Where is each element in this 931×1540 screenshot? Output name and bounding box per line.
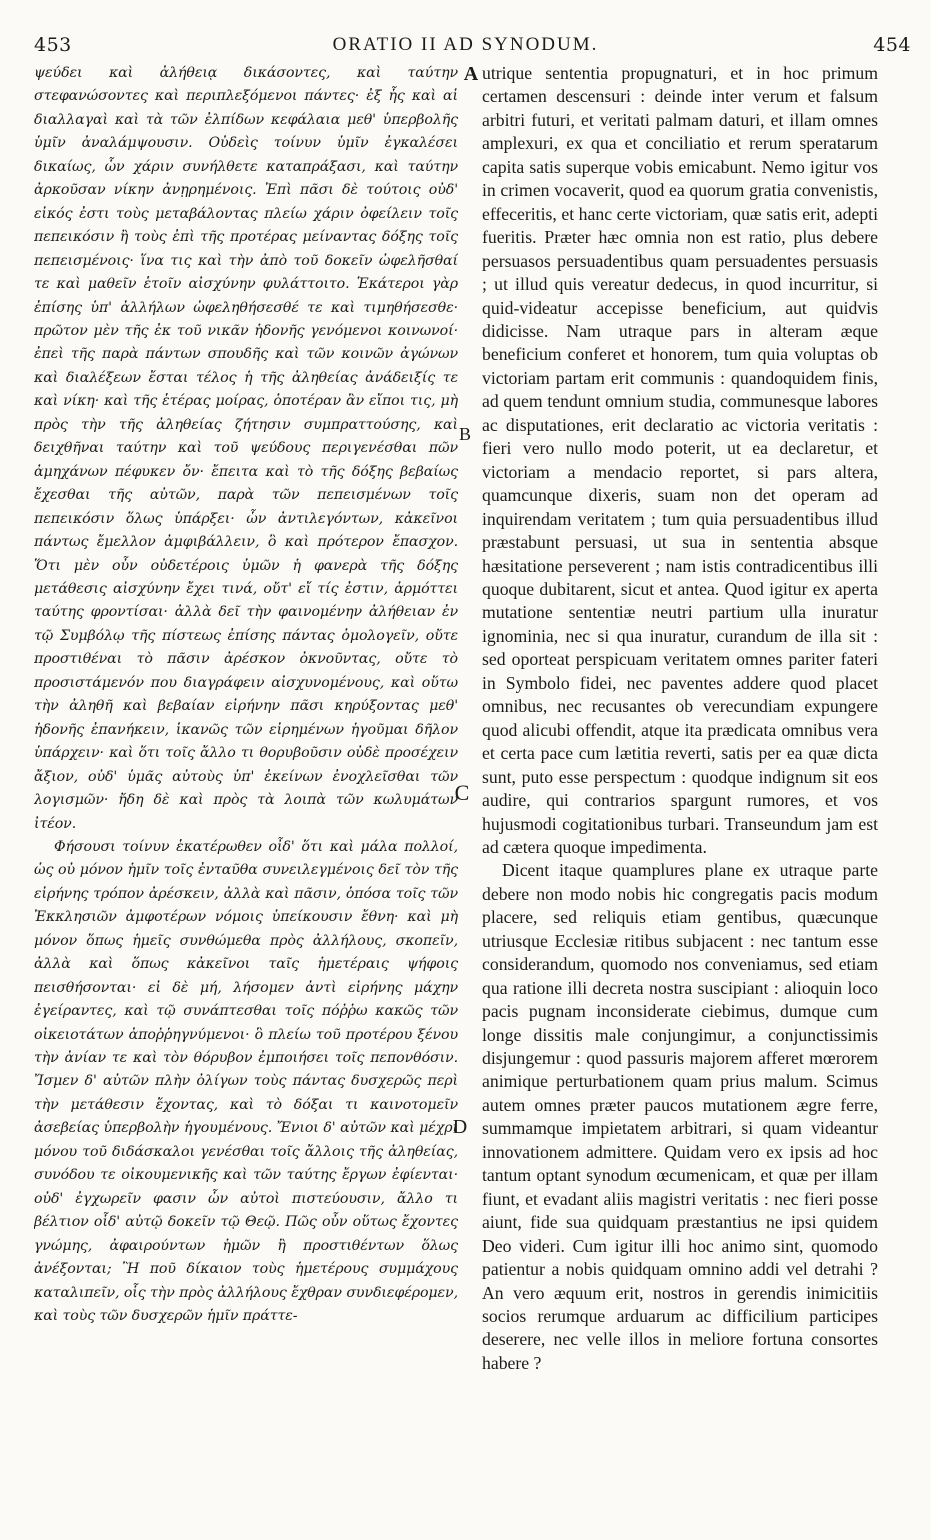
page-number-left: 453	[34, 34, 72, 56]
greek-paragraph-1: ψεύδει καὶ ἀλήθειᾳ δικάσοντες, καὶ ταύτην στεφανώσοντες καὶ περιπλεξόμενοι πάντες· ἐξ ἧς καὶ αἱ διαλλαγαὶ καὶ τὰ τῶν ἐλπίδων κεφάλαια μεθ' ὑπερβολῆς ὑμῖν ἀναλάμψουσιν. Οὐδεὶς τοίνυν ὑμῖν ἐγκαλέσει δικαίως, ὧν χάριν συνήλθετε καταπράξασι, καὶ ταύτην ἀρκοῦσαν νίκην ἀνῃρημένοις. Ἐπὶ πᾶσι δὲ τούτοις οὐδ' εἰκός ἐστι τοὺς μεταβάλοντας πλείω χάριν ὀφείλειν τοῖς πεπεικόσιν ἢ τοὺς ἐπὶ τῆς προτέρας μείναντας δόξης τοῖς πεπεισμένοις· ἵνα τις καὶ τὴν ἀπὸ τοῦ δοκεῖν ὠφελῆσθαί τε καὶ μαθεῖν ἑτοῖν αἰσχύνην φυλάττοιτο. Ἑκάτεροι γὰρ ἐπίσης ὑπ' ἀλλήλων ὠφεληθήσεσθέ τε καὶ τιμηθήσεσθε· πρῶτον μὲν τῆς ἐκ τοῦ νικᾶν ἡδονῆς γενόμενοι κοινωνοί· ἐπεὶ τῆς παρὰ πάντων σπουδῆς καὶ τῶν κοινῶν ἀγώνων καὶ διαλέξεων ἔσται τέλος ἡ τῆς ἀληθείας ἀνάδειξίς τε καὶ νίκη· καὶ τῆς ἑτέρας μοίρας, ὁποτέραν ἂν εἴποι τις, μὴ πρὸς τὴν τῆς ἀληθείας ζήτησιν συμπραττούσης, καὶ δειχθῆναι ταύτην καὶ τοῦ ψεύδους περιγενέσθαι πῶν ἀμηχάνων πέφυκεν ὄν· ἔπειτα καὶ τὸ τῆς δόξης βεβαίως ἔχεσθαι τῆς αὐτῶν, παρὰ τῶν πεπεισμένων τοῖς πεπεικόσιν ὅλως ὑπάρξει· ὧν ἀντιλεγόντων, κἀκεῖνοι πάντως ἔμελλον ἀμφιβάλλειν, ὃ καὶ πρότερον ἔπασχον. Ὅτι μὲν οὖν οὐδετέροις ὑμῶν ἡ φανερὰ τῆς δόξης μετάθεσις αἰσχύνην ἔχει τινά, οὔτ' εἴ τίς ἐστιν, ἁρμόττει ταύτης φροντίσαι· ἀλλὰ δεῖ τὴν φαινομένην ἀλήθειαν ἐν τῷ Συμβόλῳ τῆς πίστεως ἐπίσης πάντας ὁμολογεῖν, οὔτε προστιθέναι τὸ πᾶσιν ἀρέσκον ὀκνοῦντας, οὔτε τὸ προσιστάμενόν που διαγράφειν αἰσχυνομένους, καὶ οὕτω τὴν ἀληθῆ καὶ βεβαίαν εἰρήνην πᾶσι κηρύξοντας μεθ' ἡδονῆς ἐπανήκειν, ἱκανῶς τῶν εἰρημένων ἡγοῦμαι δῆλον ὑπάρχειν· καὶ ὅτι τοῖς ἄλλο τι θορυβοῦσιν οὐδὲ προσέχειν ἄξιον, οὐδ' ὑμᾶς αὐτοὺς ὑπ' ἐκείνων ἐνοχλεῖσθαι τῶν λογισμῶν· ἤδη δὲ καὶ πρὸς τὰ λοιπὰ τῶν κωλυμάτων ἰτέον.	[34, 65, 458, 832]
page-number-right: 454	[873, 34, 911, 56]
greek-paragraph-2: Φήσουσι τοίνυν ἑκατέρωθεν οἶδ' ὅτι καὶ μάλα πολλοί, ὡς οὐ μόνον ἡμῖν τοῖς ἐνταῦθα συνειλεγμένοις δεῖ τὸν τῆς εἰρήνης τρόπον ἀρέσκειν, ἀλλὰ καὶ πᾶσιν, ὁπόσα τοῖς τῶν Ἐκκλησιῶν ἀμφοτέρων νόμοις ὑπείκουσιν ἔθνη· καὶ μὴ μόνον ὅπως ἡμεῖς συνθώμεθα πρὸς ἀλλήλους, σκοπεῖν, ἀλλὰ καὶ ὅπως κἀκεῖνοι ταῖς ἡμετέραις ψήφοις πεισθήσονται· εἰ δὲ μή, λήσομεν ἀντὶ εἰρήνης μάχην ἐγείραντες, καὶ τῷ συνάπτεσθαι τοῖς πόῤῥω κακῶς τῶν οἰκειοτάτων ἀποῤῥηγνύμενοι· ὃ πλείω τοῦ προτέρου ξένου τὴν ἀνίαν τε καὶ τὸν θόρυβον ἐμποιήσει τοῖς πεπονθόσιν. Ἴσμεν δ' αὐτῶν πλὴν ὀλίγων τοὺς πάντας δυσχερῶς περὶ τὴν μετάθεσιν ἔχοντας, καὶ τὸ δόξαι τι καινοτομεῖν ἀσεβείας ὑπερβολὴν ἡγουμένους. Ἔνιοι δ' αὐτῶν καὶ μέχρι μόνου τοῦ διδάσκαλοι γενέσθαι τοῖς ἄλλοις τῆς ἀληθείας, συνόδου τε οἰκουμενικῆς καὶ τῶν ταύτης ἔργων ἐφίενται· οὐδ' ἐγχωρεῖν φασιν ὧν αὐτοὶ πιστεύουσιν, ἄλλο τι βέλτιον οἷδ' αὐτῷ δοκεῖν τῷ Θεῷ. Πῶς οὖν οὕτως ἔχοντες γνώμης, ἀφαιρούντων ἡμῶν ἢ προστιθέντων ὅλως ἀνέξονται; Ἢ ποῦ δίκαιον τοὺς ἡμετέρους συμμάχους καταλιπεῖν, οἷς τὴν πρὸς ἀλλήλους ἔχθραν συνδιεφέρομεν, καὶ τοὺς τῶν δυσχερῶν ἡμῖν πράττε-	[34, 838, 458, 1325]
latin-paragraph-1: utrique sententia propugnaturi, et in hoc primum certamen descensuri : deinde inter verum et falsum arbitri futuri, et veritati palmam daturi, et illam omnes amplexuri, ex qua et conciliatio et rerum speratarum capita satis superque vobis emicabunt. Nemo igitur vos in crimen vocaverit, quod ea quorum gratia convenistis, effeceritis, et hanc certe victoriam, quæ satis erit, adepti fueritis. Præter hæc omnia non est ratio, plus debere persuasos persuadentibus quam persuadentes persuasis ; ut illud quis vereatur dedecus, in quod incurritur, si quid-videatur accepisse beneficium, aut quidvis didicisse. Nam utraque pars in alteram æque beneficium conferet et honorem, tum quia voluptas ob victoriam partam erit communis : quandoquidem finis, ad quem tendunt omnium studia, communesque labores ac disputationes, erit declaratio ac victoria veritatis : fieri vero nullo modo poterit, ut ea declaretur, et victoriam a mendacio reportet, si pars altera, quamcunque dixeris, suam non det operam ad inquirendam veritatem ; tum quia persuadentibus illud præstabunt persuasi, ut sua in sententia absque hæsitatione perseverent ; nam istis contradicentibus illi quoque dubitarent, sicut et antea. Quod igitur ex aperta mutatione sententiæ neutri partium ulla inuratur ignominia, nec si qua inuratur, curandum de illa sit : sed oporteat perspicuam veritatem omnes pariter fateri in Symbolo fidei, nec paventes addere quod placet omnibus, nec recusantes ob verecundiam expungere quod alicubi offendit, atque ita prædicata omnibus vera et certa pace cum lætitia reverti, satis per ea quæ dicta sunt, puto esse perspectum : quodque indignum sit eos audire, qui contrarios spargunt rumores, et vos hujusmodi cogitationibus turbari. Transeundum jam est ad cætera quoque impedimenta.	[482, 63, 878, 857]
margin-letter-b: B	[458, 424, 471, 444]
latin-paragraph-2: Dicent itaque quamplures plane ex utraque parte debere non modo nobis hic congregatis pacis modum placere, sed reliquis etiam gentibus, quæcunque utriusque Ecclesiæ ritibus subjacent : nec tantum esse considerandum, quomodo nos conveniamus, sed etiam qua ratione illi decreta nostra suscipiant : alioquin loco pacis pugnam inconsiderate ciebimus, dumque cum longe dissitis male conjungimur, a conjunctissimis disjungemur : quod passuris majorem afferet mœrorem animique perturbationem quam prius malum. Scimus autem omnes præter paucos mutationem ægre ferre, summamque impietatem arbitrari, si quam videantur innovationem admittere. Quidam vero ex ipsis ad hoc tantum optant synodum œcumenicam, et quæ per illam fiunt, et evadant aliis magistri veritatis : nec fieri posse aiunt, fide sua quidquam præstantius ne ipsi quidem Deo videri. Cum igitur illi hoc animo sint, quomodo patientur a nobis quidquam omnino addi vel detrahi ? An vero æquum erit, nostros in gerendis inimicitiis socios rerumque arduarum ac difficilium participes deserere, nec velle illos in meliore fortuna consortes habere ?	[482, 860, 878, 1373]
greek-column	[34, 62, 458, 1522]
running-title: ORATIO II AD SYNODUM.	[332, 34, 599, 55]
page-header	[0, 0, 931, 56]
latin-column	[482, 62, 878, 1522]
margin-letter-d: D	[452, 1116, 468, 1138]
margin-letter-c: C	[454, 780, 470, 805]
margin-letter-a: A	[463, 63, 479, 85]
